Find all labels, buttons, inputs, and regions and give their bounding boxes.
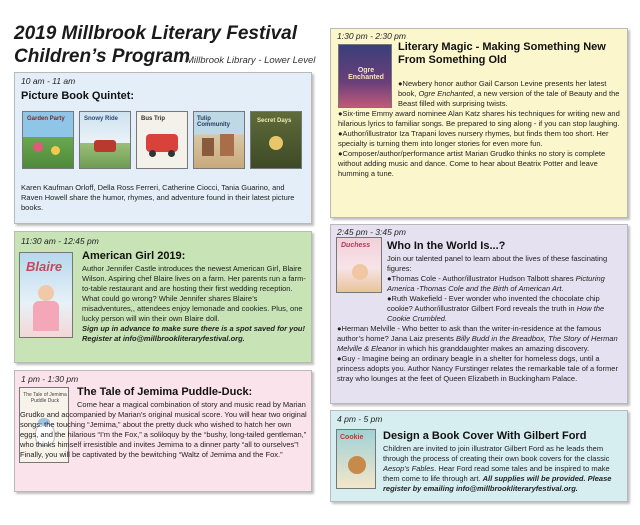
cover-title: The Tale of Jemima Puddle Duck: [23, 392, 67, 404]
intro: Join our talented panel to learn about the lives of these fascinating figures:: [387, 254, 608, 273]
event-title: Literary Magic - Making Something New From Something Old: [398, 41, 606, 66]
book-cover-bus-trip: [136, 111, 188, 169]
title-line-1: 2019 Millbrook Literary Festival: [14, 23, 298, 44]
event-description: Come hear a magical combination of story and music read by Marian Grudko and accompanied by Marian’s original musical score. You will hear two original songs: the touching “Jemima,” about the pretty duck who wished to hatch her own eggs, and the hilarious “I’m the Fox,” a soliloquy by the “bushy, long-tailed gentleman,” who thinks himself irresistible and invites Jemima to a dinner party “all to ourselves”! Finally, you will be captivated by the bewitching “Waltz of Jemima and the Fox.”: [20, 400, 307, 459]
book-cover-secret-days: [250, 111, 302, 169]
cover-title: Secret Days: [257, 118, 292, 124]
cover-title: Bus Trip: [141, 116, 166, 122]
venue-label: Millbrook Library - Lower Level: [186, 55, 316, 66]
cover-title: Tulip Community: [197, 116, 230, 128]
item-herman-melville: ●Herman Melville - Who better to ask than the writer-in-residence at the famous author’s home? Jana Laiz presents Billy Budd in the Breadbox, The Story of Herman Melville & Eleanor in which his granddaughter makes an amazing discovery.: [337, 324, 618, 353]
book-cover-cookie: [336, 429, 376, 489]
item-alan-katz: ●Six-time Emmy award nominee Alan Katz shares his techniques for writing new and hilarious lyrics to familiar songs. Be prepared to sing along - if you can stop laughing.: [338, 109, 620, 128]
register-note: All supplies will be provided. Please register by emailing info@millbrookliteraryfestival.org.: [383, 474, 612, 493]
event-time: 11:30 am - 12:45 pm: [21, 236, 99, 246]
event-description: Karen Kaufman Orloff, Della Ross Ferreri, Catherine Ciocci, Tania Guarino, and Raven Howell share the humor, rhymes, and adventure found in their latest picture books.: [21, 183, 295, 212]
cover-title: Ogre Enchanted: [348, 67, 384, 81]
event-design-book-cover: [330, 410, 628, 502]
cover-title: Duchess: [341, 242, 371, 249]
cover-title: Blaire: [26, 259, 63, 274]
register-note: Sign up in advance to make sure there is a spot saved for you! Register at info@millbrookliteraryfestival.org.: [82, 324, 305, 343]
event-title: Picture Book Quintet:: [21, 90, 135, 102]
event-literary-magic: [330, 28, 628, 218]
event-title: Who In the World Is...?: [387, 240, 506, 252]
item-thomas-cole: ●Thomas Cole - Author/illustrator Hudson Talbott shares Picturing America -Thomas Cole and the Birth of American Art.: [387, 274, 605, 293]
event-description: [338, 79, 623, 179]
cover-title: Garden Party: [27, 116, 65, 122]
event-description: [337, 254, 623, 384]
book-cover-tulip-community: [193, 111, 245, 169]
item-iza-trapani: ●Author/illustrator Iza Trapani loves nursery rhymes, but finds them too short. Her specialty is turning them into longer stories for even more fun.: [338, 129, 609, 148]
book-cover-garden-party: [22, 111, 74, 169]
event-title: Design a Book Cover With Gilbert Ford: [383, 430, 587, 442]
event-time: 1 pm - 1:30 pm: [21, 374, 79, 384]
book-cover-snowy-ride: [79, 111, 131, 169]
event-title: The Tale of Jemima Puddle-Duck:: [77, 386, 253, 398]
event-description: [82, 264, 308, 344]
event-picture-book-quintet: [14, 72, 312, 224]
event-time: 1:30 pm - 2:30 pm: [337, 31, 406, 41]
item-guy: ●Guy - Imagine being an ordinary beagle in a shelter for homeless dogs, until a princess adopts you. Author Nancy Furstinger relates the remarkable tale of a former stray who lounges at the feet of Queen Elizabeth in Buckingham Palace.: [337, 354, 618, 383]
item-ogre-enchanted: ●Newbery honor author Gail Carson Levine presents her latest book, Ogre Enchanted, a new version of the tale of Beauty and the Beast filled with surprising twists.: [398, 79, 620, 108]
event-time: 2:45 pm - 3:45 pm: [337, 227, 406, 237]
cover-title: Cookie: [340, 434, 364, 441]
event-text: Author Jennifer Castle introduces the newest American Girl, Blaire Wilson. Aspiring chef Blaire lives on a farm. Her parents run a farm-to-table restaurant and are hosting their first wedding reception. What could go wrong? While Jennifer shares Blaire’s misadventures,, attendees enjoy lemonade and cookies. Plus, one lucky person will win their own Blaire doll.: [82, 264, 306, 323]
event-description: Children are invited to join illustrator Gilbert Ford as he leads them through the process of creating their own book covers for the classic Aesop’s Fables. Hear Ford read some tales and be inspired to make them come to life through art. All supplies will be provided. Please register by emailing info@millbrookliteraryfestival.org.: [383, 444, 612, 493]
event-time: 4 pm - 5 pm: [337, 414, 383, 424]
event-who-in-the-world: [330, 224, 628, 404]
book-cover-blaire: [19, 252, 73, 338]
event-time: 10 am - 11 am: [21, 76, 76, 86]
cover-title: Snowy Ride: [84, 116, 119, 122]
event-american-girl: [14, 231, 312, 363]
event-title: American Girl 2019:: [82, 250, 186, 262]
item-marian-grudko: ●Composer/author/performance artist Marian Grudko thinks no story is complete without adding music and dance. Come to hear about Beatrix Potter and leave humming a tune.: [338, 149, 606, 178]
title-line-2: Children’s Program: [14, 46, 190, 67]
item-ruth-wakefield: ●Ruth Wakefield - Ever wonder who invented the chocolate chip cookie? Author/illustrator Gilbert Ford reveals the truth in How the Cookie Crumbled.: [387, 294, 605, 323]
event-jemima-puddle-duck: [14, 370, 312, 492]
